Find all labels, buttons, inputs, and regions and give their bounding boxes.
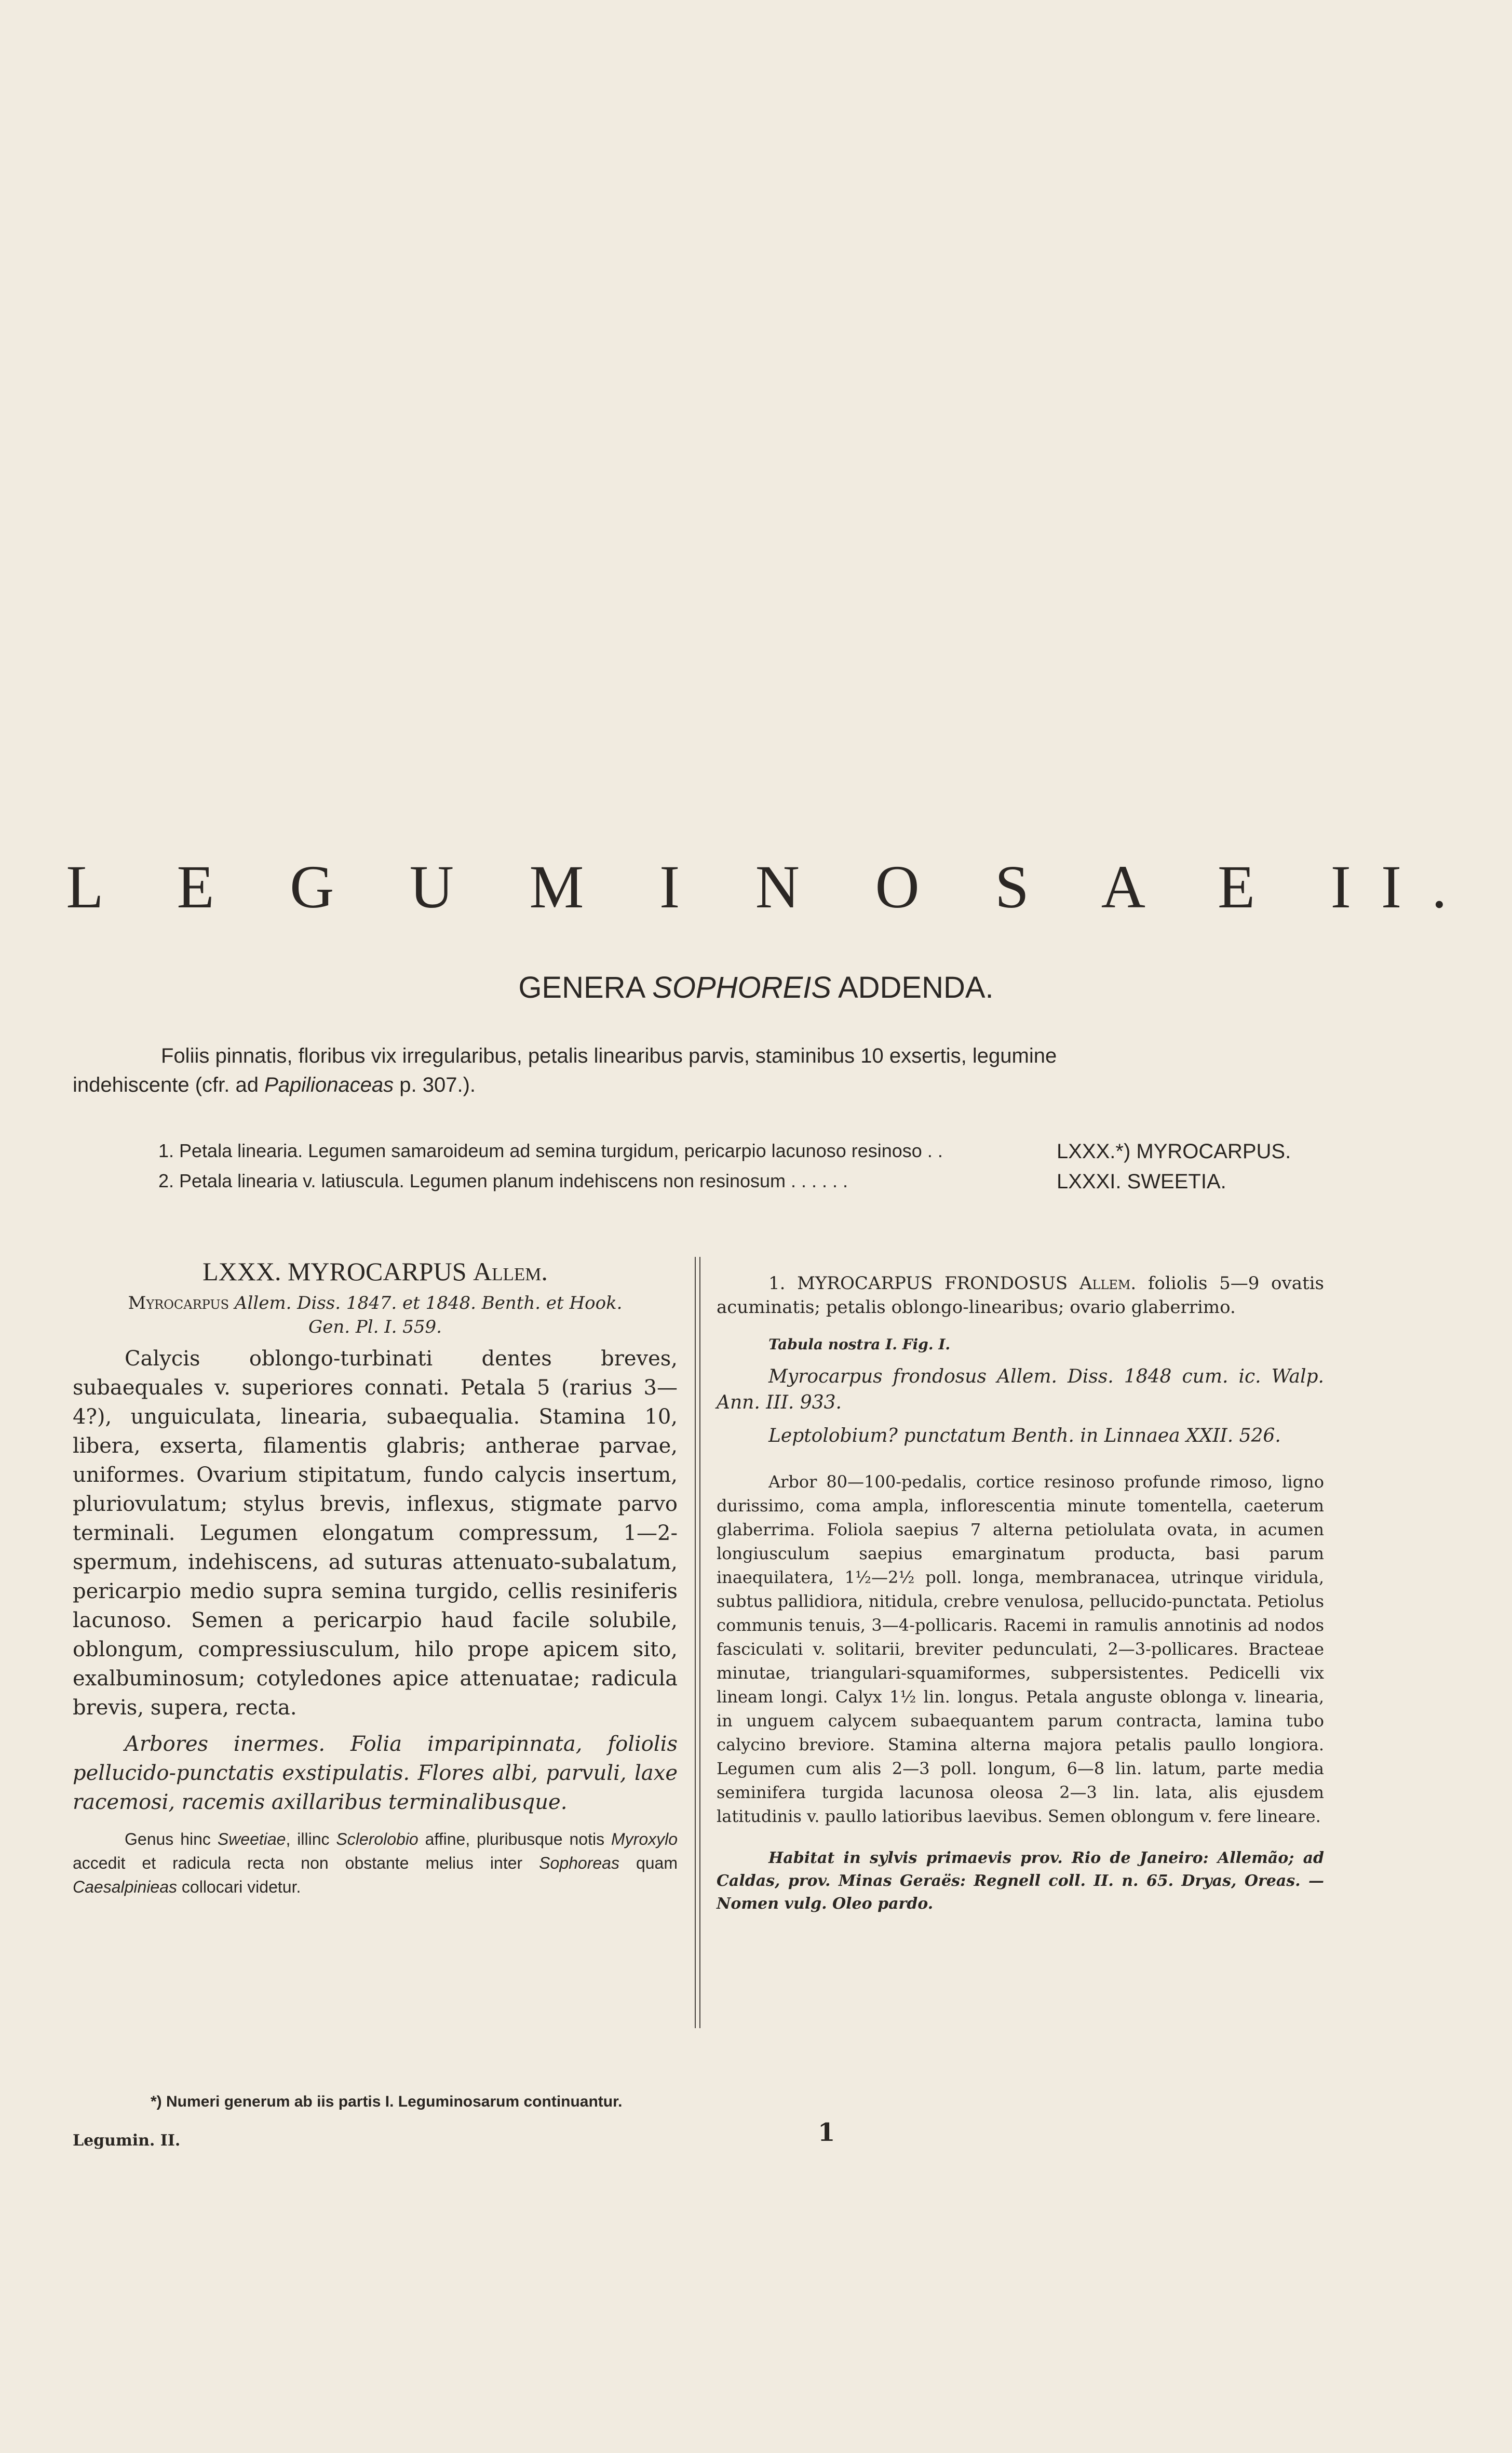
- genus-heading: [73, 1257, 678, 1286]
- genus-heading-name: LXXX. MYROCARPUS: [203, 1257, 474, 1286]
- note-text: quam: [619, 1854, 678, 1872]
- key-ref: LXXX.*) MYROCARPUS.: [1057, 1140, 1291, 1163]
- synonymy-genus: Myrocarpus: [128, 1293, 230, 1313]
- running-head: Legumin. II.: [73, 2132, 181, 2150]
- literature-reference-1: Myrocarpus frondosus Allem. Diss. 1848 cum. ic. Walp. Ann. III. 933.: [717, 1366, 1324, 1413]
- column-divider: [695, 1257, 700, 2028]
- section-subtitle: [0, 970, 1512, 1005]
- note-italic: Myroxylo: [611, 1830, 678, 1848]
- intro-line-2-pre: indehiscente (cfr. ad: [73, 1074, 265, 1096]
- genus-heading-author: Allem.: [473, 1257, 548, 1286]
- footnote: *) Numeri generum ab iis partis I. Leguminosarum continuantur.: [151, 2093, 623, 2110]
- species-habitat: Habitat in sylvis primaevis prov. Rio de Janeiro: Allemão; ad Caldas, prov. Minas Geraës: Regnell coll. II. n. 65. Dryas, Oreas. — Nomen vulg. Oleo pardo.: [717, 1849, 1324, 1913]
- intro-line-1: Foliis pinnatis, floribus vix irregularibus, petalis linearibus parvis, staminibus 10 exsertis, legumine: [161, 1044, 1057, 1067]
- genus-synonymy: [73, 1291, 678, 1339]
- note-text: affine, pluribusque notis: [418, 1830, 611, 1848]
- intro-paragraph: [73, 1041, 1324, 1100]
- page-title: L E G U M I N O S A E II.: [66, 853, 1477, 921]
- note-text: collocari videtur.: [177, 1878, 301, 1896]
- note-italic: Sclerolobio: [336, 1830, 419, 1848]
- note-italic: Caesalpinieas: [73, 1878, 178, 1896]
- note-text: , illinc: [286, 1830, 336, 1848]
- species-diagnosis: foliolis 5—9 ovatis acuminatis; petalis oblongo-linearibus; ovario glaberrimo.: [717, 1273, 1324, 1318]
- note-text: accedit et radicula recta non obstante melius inter: [73, 1854, 539, 1872]
- intro-line-2-italic: Papilionaceas: [264, 1074, 394, 1096]
- subtitle-post: ADDENDA.: [831, 971, 994, 1004]
- species-heading: [717, 1271, 1324, 1319]
- page-number: 1: [818, 2118, 835, 2147]
- intro-line-2-post: p. 307.).: [394, 1074, 476, 1096]
- key-text: 2. Petala linearia v. latiuscula. Legumen planum indehiscens non resinosum . . . . . .: [158, 1170, 848, 1191]
- synonymy-line-2: Gen. Pl. I. 559.: [308, 1317, 442, 1337]
- left-column: [73, 1257, 678, 1899]
- species-description: Arbor 80—100-pedalis, cortice resinoso profunde rimoso, ligno durissimo, coma ampla, inflorescentia minute tomentella, caeterum glaberrima. Foliola saepius 7 alterna petiolulata ovata, in acumen longiusculum saepius emarginatum producta, basi parum inaequilatera, 1½—2½ poll. longa, membranacea, utrinque viridula, subtus pallidiora, nitidula, crebre venulosa, pellucido-punctata. Petiolus communis tenuis, 3—4-pollicaris. Racemi in ramulis annotinis ad nodos fasciculati v. solitarii, breviter pedunculati, 2—3-pollicares. Bracteae minutae, triangulari-squamiformes, subpersistentes. Pedicelli vix lineam longi. Calyx 1½ lin. longus. Petala anguste oblonga v. linearia, in unguem calycem subaequantem parum contracta, lamina tubo calycino breviore. Stamina alterna majora petalis paullo longiora. Legumen cum alis 2—3 poll. longum, 6—8 lin. latum, parte media seminifera turgida lacunosa oleosa 2—3 lin. lata, alis ejusdem latitudinis v. paullo latioribus laevibus. Semen oblongum v. fere lineare.: [717, 1472, 1324, 1826]
- literature-reference-2: Leptolobium? punctatum Benth. in Linnaea XXII. 526.: [768, 1425, 1281, 1446]
- plate-reference: Tabula nostra I. Fig. I.: [768, 1336, 951, 1353]
- subtitle-pre: GENERA: [518, 971, 653, 1004]
- key-ref: LXXXI. SWEETIA.: [1057, 1170, 1226, 1193]
- genus-description: Calycis oblongo-turbinati dentes breves, subaequales v. superiores connati. Petala 5 (rarius 3—4?), unguiculata, linearia, subaequalia. Stamina 10, libera, exserta, filamentis glabris; antherae parvae, uniformes. Ovarium stipitatum, fundo calycis insertum, pluriovulatum; stylus brevis, inflexus, stigmate parvo terminali. Legumen elongatum compressum, 1—2-spermum, indehiscens, ad suturas attenuato-subalatum, pericarpio medio supra semina turgido, cellis resiniferis lacunoso. Semen a pericarpio haud facile solubile, oblongum, compressiusculum, hilo prope apicem sito, exalbuminosum; cotyledones apice attenuatae; radicula brevis, supera, recta.: [73, 1347, 678, 1720]
- note-italic: Sweetiae: [217, 1830, 286, 1848]
- genus-note: [73, 1827, 678, 1899]
- genus-habit: Arbores inermes. Folia imparipinnata, foliolis pellucido-punctatis exstipulatis. Flores albi, parvuli, laxe racemosi, racemis axillaribus terminalibusque.: [73, 1732, 678, 1814]
- subtitle-italic: SOPHOREIS: [652, 971, 832, 1004]
- right-column: [717, 1271, 1324, 1915]
- synonymy-line-1: Allem. Diss. 1847. et 1848. Benth. et Hook.: [229, 1293, 623, 1313]
- note-text: Genus hinc: [125, 1830, 218, 1848]
- note-italic: Sophoreas: [539, 1854, 619, 1872]
- species-author: Allem.: [1079, 1273, 1137, 1294]
- key-text: 1. Petala linearia. Legumen samaroideum ad semina turgidum, pericarpio lacunoso resinoso . .: [158, 1140, 943, 1161]
- species-name: 1. MYROCARPUS FRONDOSUS: [768, 1273, 1079, 1294]
